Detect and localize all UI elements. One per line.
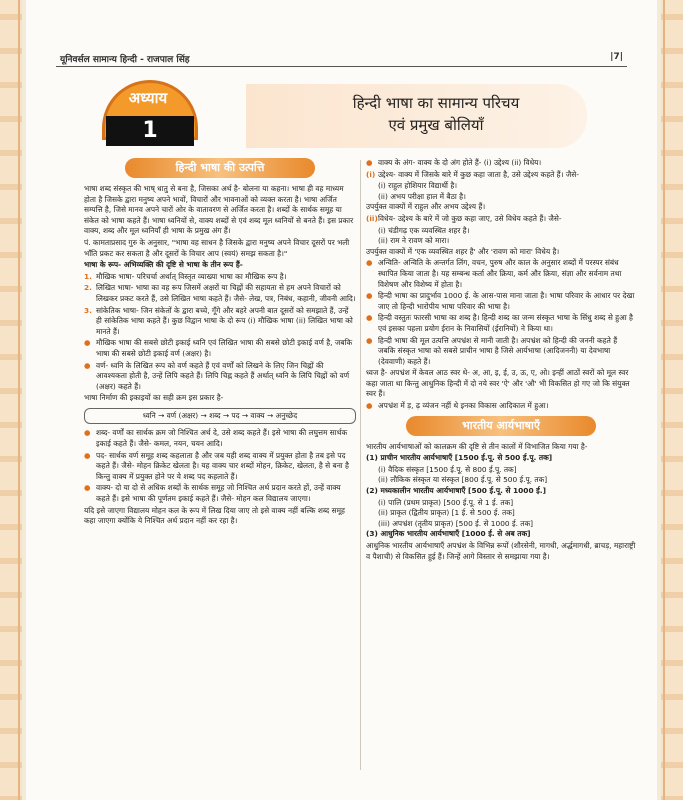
paragraph: भाषा निर्माण की इकाइयों का सही क्रम इस प्रकार है-	[84, 393, 224, 403]
period-item: (ii) लौकिक संस्कृत या संस्कृत [800 ई.पू. से 500 ई.पू. तक]	[378, 475, 548, 485]
period-item: (ii) प्राकृत (द्वितीय प्राकृत) [1 ई. से 500 ई. तक]	[378, 508, 515, 518]
list-item: (ii) विधेय- उद्देश्य के बारे में जो कुछ कहा जाए, उसे विधेय कहते हैं। जैसे-	[366, 213, 562, 223]
bullet-item: ● मौखिक भाषा की सबसे छोटी इकाई ध्वनि एवं लिखित भाषा की सबसे छोटी इकाई वर्ण है, जबकि भाषा की सबसे छोटी इकाई वर्ण (अक्षर) है।	[84, 338, 353, 358]
header-rule	[56, 66, 627, 67]
running-header	[60, 52, 623, 66]
bullet-item: ● हिन्दी भाषा की मूल उत्पत्ति अपभ्रंश से मानी जाती है। अपभ्रंश को हिन्दी की जननी कहते हैं जबकि संस्कृत भाषा को सबसे प्राचीन भाषा है जिसे आर्यभाषा (आदिजननी) या देवभाषा (देववाणी) कहते हैं।	[366, 335, 618, 366]
period-heading: (3) आधुनिक भारतीय आर्यभाषाएँ [1000 ई. से अब तक]	[366, 529, 531, 539]
chapter-badge	[96, 80, 200, 152]
paragraph: यदि इसे जाएगा विद्यालय मोहन कल के रूप में लिख दिया जाए तो इसे वाक्य नहीं बल्कि शब्द समूह कहा जाएगा क्योंकि ये निश्चित अर्थ प्रदान नहीं कर रहा है।	[84, 505, 345, 526]
section-heading-origin: हिन्दी भाषा की उत्पत्ति	[125, 158, 315, 178]
paragraph: भाषा के रूप- अभिव्यक्ति की दृष्टि से भाषा के तीन रूप हैं-	[84, 260, 243, 270]
period-item: (i) वैदिक संस्कृत [1500 ई.पू. से 800 ई.पू. तक]	[378, 464, 517, 474]
section-heading-aryan-languages: भारतीय आर्यभाषाएँ	[406, 416, 596, 436]
period-heading: (1) प्राचीन भारतीय आर्यभाषाएँ [1500 ई.पू. से 500 ई.पू. तक]	[366, 453, 553, 463]
page-number: |7|	[610, 52, 623, 62]
bullet-item: ● पद- सार्थक वर्ण समूह शब्द कहलाता है और जब यही शब्द वाक्य में प्रयुक्त होता है तब इसे पद कहते हैं। जैसे- मोहन क्रिकेट खेलता है। यह वाक्य चार शब्दों मोहन, क्रिकेट, खेलता, है से बना है किन्तु वाक्य में प्रयुक्त होने पर ये शब्द पद कहलाते हैं।	[84, 450, 349, 481]
paragraph: आधुनिक भारतीय आर्यभाषाएँ अपभ्रंश के विभिन्न रूपों (शौरसेनी, मागधी, अर्द्धमागधी, ब्राचड़, महाराष्ट्री व पैशाची) से विकसित हुई हैं। जिन्हें आगे विस्तार से समझाया गया है।	[366, 541, 636, 561]
bullet-item: ● वाक्य- दो या दो से अधिक शब्दों के सार्थक समूह जो निश्चित अर्थ प्रदान करते हों, उन्हें वाक्य कहते हैं। इसे भाषा की पूर्णतम इकाई कहते हैं। जैसे- मोहन कल विद्यालय जाएगा।	[84, 483, 341, 504]
chapter-title: हिन्दी भाषा का सामान्य परिचय एवं प्रमुख बोलियाँ	[352, 94, 520, 134]
paragraph: पं. कामताप्रसाद गुरु के अनुसार, "भाषा वह साधन है जिसके द्वारा मनुष्य अपने विचार दूसरों पर भली भाँति प्रकट कर सकता है और दूसरों के विचार आप (स्वयं) समझ सकता है।"	[84, 237, 350, 258]
language-units-flow: ध्वनि → वर्ण (अक्षर) → शब्द → पद → वाक्य → अनुच्छेद	[84, 408, 356, 425]
list-item: (i) उद्देश्य- वाक्य में जिसके बारे में कुछ कहा जाता है, उसे उद्देश्य कहते हैं। जैसे-	[366, 169, 579, 179]
example: (i) चंडीगढ़ एक व्यवस्थित शहर है।	[378, 225, 470, 235]
running-title: यूनिवर्सल सामान्य हिन्दी - राजपाल सिंह	[60, 55, 190, 65]
paragraph: भारतीय आर्यभाषाओं को कालक्रम की दृष्टि से तीन कालों में विभाजित किया गया है-	[366, 441, 588, 451]
bullet-item: ● अपभ्रंश में ड़, ढ़ व्यंजन नहीं थे इनका विकास आदिकाल में हुआ।	[366, 401, 549, 411]
example: (i) राहुल होशियार विद्यार्थी है।	[378, 181, 458, 191]
right-column	[366, 158, 636, 563]
example: (ii) राम ने रावण को मारा।	[378, 236, 450, 246]
chapter-banner	[96, 80, 587, 152]
period-item: (iii) अपभ्रंश (तृतीय प्राकृत) [500 ई. से 1000 ई. तक]	[378, 518, 534, 528]
chapter-word: अध्याय	[128, 89, 168, 107]
chapter-number: 1	[106, 116, 194, 146]
column-divider	[360, 160, 361, 770]
decorative-border-left	[0, 0, 22, 800]
list-item: 3. सांकेतिक भाषा- जिन संकेतों के द्वारा बच्चे, गूँगे और बहरे अपनी बात दूसरों को समझाते हैं, उन्हें ही सांकेतिक भाषा कहते हैं। कुछ विद्वान भाषा के दो रूप (i) मौखिक भाषा (ii) लिखित भाषा को मानते हैं।	[84, 305, 353, 336]
decorative-border-right	[661, 0, 683, 800]
paragraph: उपर्युक्त वाक्यों में 'एक व्यवस्थित शहर है' और 'रावण को मारा' विधेय है।	[366, 246, 560, 256]
period-heading: (2) मध्यकालीन भारतीय आर्यभाषाएँ [500 ई.पू. से 1000 ई.]	[366, 486, 546, 496]
paragraph: उपर्युक्त वाक्यों में राहुल और अभय उद्देश्य हैं।	[366, 202, 486, 212]
bullet-item: ● हिन्दी वस्तुतः फारसी भाषा का शब्द है। हिन्दी शब्द का जन्म संस्कृत भाषा के सिंधु शब्द से हुआ है एवं इसका पहला प्रयोग ईरान के निवासियों (ईरानियों) ने किया था।	[366, 313, 633, 333]
bullet-item: ● शब्द- वर्णों का सार्थक क्रम जो निश्चित अर्थ दे, उसे शब्द कहते हैं। इसे भाषा की लघुत्तम सार्थक इकाई कहते हैं। जैसे- कमल, नयन, चयन आदि।	[84, 428, 348, 449]
bullet-item: ● अन्विति- अन्विति के अन्तर्गत लिंग, वचन, पुरुष और काल के अनुसार शब्दों में परस्पर संबंध स्थापित किया जाता है। यह सम्बन्ध कर्ता और क्रिया, कर्म और क्रिया, संज्ञा और सर्वनाम तथा विशेषण और विशेष्य में होता है।	[366, 258, 622, 289]
paragraph: ध्वज है- अपभ्रंश में केवल आठ स्वर थे- अ, आ, इ, ई, उ, ऊ, ए, ओ। इन्हीं आठों स्वरों को मूल स्वर कहा जाता था किन्तु आधुनिक हिन्दी में दो नये स्वर 'ऐ' और 'औ' भी विकसित हो गए जो कि संयुक्त स्वर हैं।	[366, 368, 630, 399]
bullet-item: ● हिन्दी भाषा का प्रादुर्भाव 1000 ई. के आस-पास माना जाता है। भाषा परिवार के आधार पर देखा जाए तो हिन्दी भारोपीय भाषा परिवार की भाषा है।	[366, 291, 635, 311]
bullet-item: ● वर्ण- ध्वनि के लिखित रूप को वर्ण कहते हैं एवं वर्णों को लिखने के लिए जिन चिह्नों की आवश्यकता होती है, उन्हें लिपि कहते हैं। लिपि चिह्न कहते हैं अर्थात् ध्वनि के लिपि चिह्नों को वर्ण (अक्षर) कहते हैं।	[84, 360, 350, 391]
list-item: 2. लिखित भाषा- भाषा का वह रूप जिसमें अक्षरों या चिह्नों की सहायता से हम अपने विचारों को लिखकर प्रकट करते हैं, उसे लिखित भाषा कहते हैं। जैसे- लेख, पत्र, निबंध, कहानी, जीवनी आदि।	[84, 283, 356, 303]
example: (ii) अभय परीक्षा हाल में बैठा है।	[378, 191, 466, 201]
bullet-item: ● वाक्य के अंग- वाक्य के दो अंग होते हैं- (i) उद्देश्य (ii) विधेय।	[366, 158, 542, 167]
period-item: (i) पालि (प्रथम प्राकृत) [500 ई.पू. से 1 ई. तक]	[378, 497, 514, 507]
left-column	[84, 158, 356, 528]
chapter-title-box	[246, 84, 587, 148]
paragraph: भाषा शब्द संस्कृत की भाष् धातु से बना है, जिसका अर्थ है- बोलना या कहना। भाषा ही वह माध्यम होता है जिसके द्वारा मनुष्य अपने भावों, विचारों और भावनाओं को व्यक्त करता है। भाषा अर्जित सम्पत्ति है, जिसे मानव अपने चारों ओर के वातावरण से अर्जित करता है। शब्दों के सार्थक समूह या संकेत को भाषा कहते हैं। भाषा ध्वनियों से, वाक्य शब्दों से एवं शब्द मूल ध्वनियों से बनते हैं। इस प्रकार वाक्य, शब्द और मूल ध्वनियाँ ही भाषा के प्रमुख अंग हैं।	[84, 184, 354, 236]
list-item: 1. मौखिक भाषा- परिचर्चा अर्थात् विस्तृत व्याख्या भाषा का मौखिक रूप है।	[84, 271, 287, 281]
